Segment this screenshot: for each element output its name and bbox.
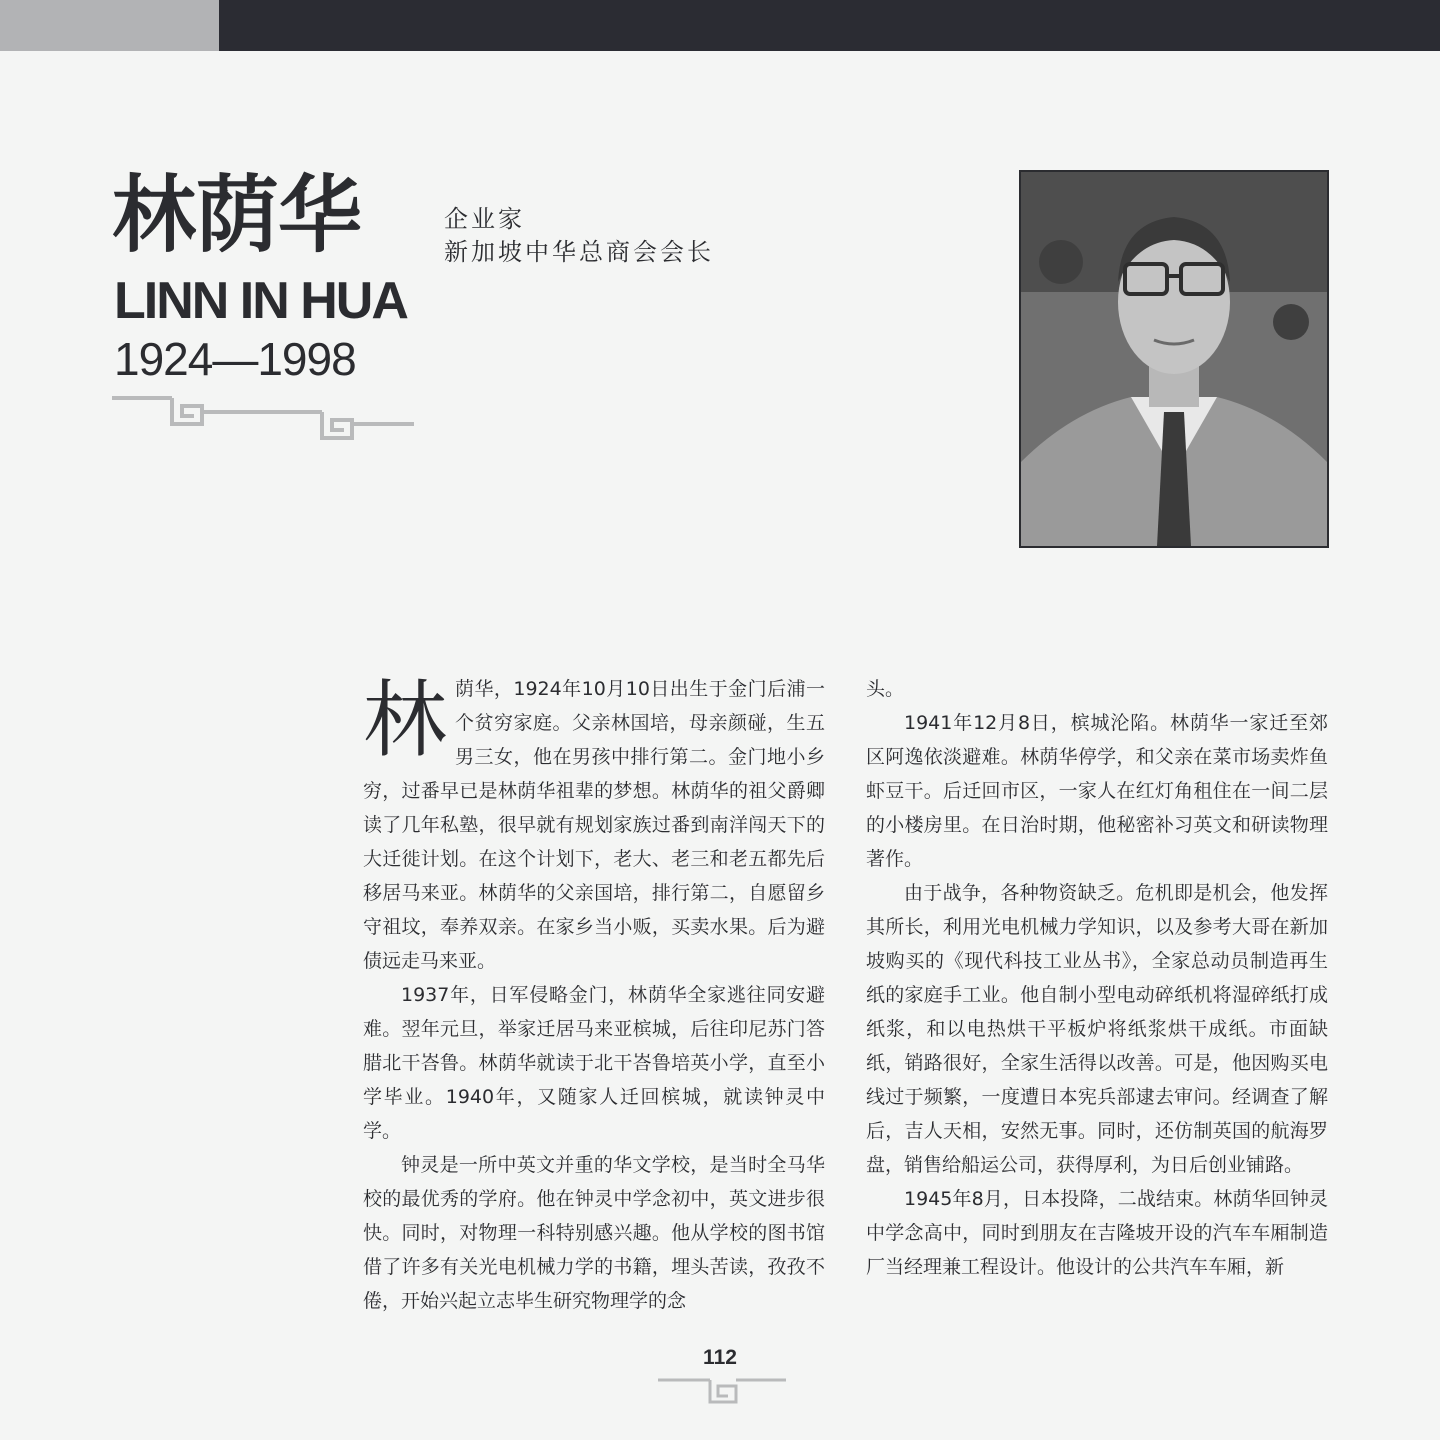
article-column-left — [363, 672, 825, 1318]
role-chamber-president: 新加坡中华总商会会长 — [444, 238, 714, 266]
page-number: 112 — [703, 1346, 737, 1369]
top-bar — [219, 0, 1440, 51]
life-years: 1924—1998 — [114, 333, 356, 385]
fret-ornament-icon — [112, 388, 414, 444]
footer-fret-ornament-icon — [658, 1374, 786, 1408]
paragraph-4: 1941年12月8日，槟城沦陷。林荫华一家迁至郊区阿逸依淡避难。林荫华停学，和父亲在菜市场卖炸鱼虾豆干。后迁回市区，一家人在红灯角租住在一间二层的小楼房里。在日治时期，他秘密补习英文和研读物理著作。 — [866, 712, 1328, 870]
name-english: LINN IN HUA — [114, 272, 407, 330]
paragraph-3: 钟灵是一所中英文并重的华文学校，是当时全马华校的最优秀的学府。他在钟灵中学念初中，英文进步很快。同时，对物理一科特别感兴趣。他从学校的图书馆借了许多有关光电机械力学的书籍，埋头苦读，孜孜不倦，开始兴起立志毕生研究物理学的念 — [363, 1154, 825, 1312]
paragraph-1 — [363, 672, 825, 978]
top-bar-accent — [0, 0, 219, 51]
role-entrepreneur: 企业家 — [444, 205, 525, 233]
paragraph-5: 由于战争，各种物资缺乏。危机即是机会，他发挥其所长，利用光电机械力学知识，以及参考大哥在新加坡购买的《现代科技工业丛书》，全家总动员制造再生纸的家庭手工业。他自制小型电动碎纸机将湿碎纸打成纸浆，和以电热烘干平板炉将纸浆烘干成纸。市面缺纸，销路很好，全家生活得以改善。可是，他因购买电线过于频繁，一度遭日本宪兵部逮去审问。经调查了解后，吉人天相，安然无事。同时，还仿制英国的航海罗盘，销售给船运公司，获得厚利，为日后创业铺路。 — [866, 882, 1328, 1176]
name-chinese: 林荫华 — [112, 166, 362, 264]
drop-cap: 林 — [363, 671, 448, 769]
paragraph-3-continued: 头。 — [866, 678, 905, 700]
article-column-right — [866, 672, 1328, 1284]
portrait-photo — [1019, 170, 1329, 548]
paragraph-6: 1945年8月，日本投降，二战结束。林荫华回钟灵中学念高中，同时到朋友在吉隆坡开设的汽车车厢制造厂当经理兼工程设计。他设计的公共汽车车厢，新 — [866, 1188, 1328, 1278]
paragraph-2: 1937年，日军侵略金门，林荫华全家逃往同安避难。翌年元旦，举家迁居马来亚槟城，后往印尼苏门答腊北干峇鲁。林荫华就读于北干峇鲁培英小学，直至小学毕业。1940年，又随家人迁回槟城，就读钟灵中学。 — [363, 984, 825, 1142]
paragraph-1-text: 荫华，1924年10月10日出生于金门后浦一个贫穷家庭。父亲林国培，母亲颜碰，生五男三女，他在男孩中排行第二。金门地小乡穷，过番早已是林荫华祖辈的梦想。林荫华的祖父爵卿读了几年私塾，很早就有规划家族过番到南洋闯天下的大迁徙计划。在这个计划下，老大、老三和老五都先后移居马来亚。林荫华的父亲国培，排行第二，自愿留乡守祖坟，奉养双亲。在家乡当小贩，买卖水果。后为避债远走马来亚。 — [363, 678, 825, 972]
portrait-illustration — [1021, 172, 1327, 546]
roles — [444, 203, 714, 269]
